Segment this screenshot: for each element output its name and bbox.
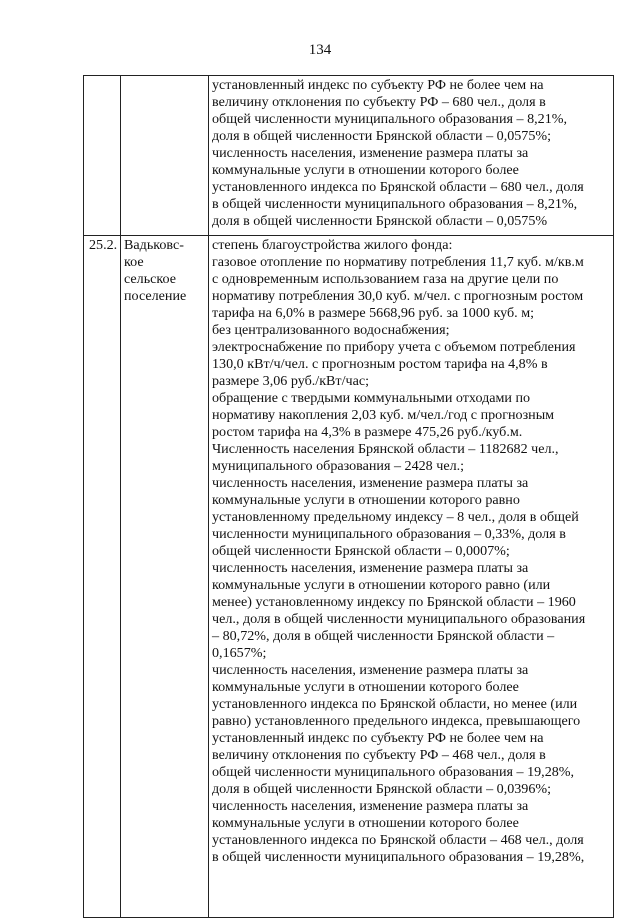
text-line: 0,1657%; bbox=[212, 645, 267, 661]
text-line: коммунальные услуги в отношении которого более bbox=[212, 162, 519, 178]
text-line: в общей численности муниципального образования – 8,21%, bbox=[212, 196, 578, 212]
description-cell bbox=[209, 236, 614, 918]
settlement-name-line: поселение bbox=[124, 288, 187, 304]
text-line: с одновременным использованием газа на другие цели по bbox=[212, 271, 559, 287]
text-line: доля в общей численности Брянской области – 0,0575%; bbox=[212, 128, 552, 144]
table-row-25-2 bbox=[84, 236, 614, 918]
table-row-continued bbox=[84, 76, 614, 236]
text-line: муниципального образования – 2428 чел.; bbox=[212, 458, 465, 474]
text-line: общей численности Брянской области – 0,0007%; bbox=[212, 543, 510, 559]
text-line: доля в общей численности Брянской области – 0,0396%; bbox=[212, 781, 552, 797]
text-line: численность населения, изменение размера платы за bbox=[212, 145, 529, 161]
text-line: установленному предельному индексу – 8 чел., доля в общей bbox=[212, 509, 579, 525]
text-line: установленного индекса по Брянской области – 680 чел., доля bbox=[212, 179, 584, 195]
text-line: численности муниципального образования – 0,33%, доля в bbox=[212, 526, 566, 542]
text-line: установленный индекс по субъекту РФ не более чем на bbox=[212, 77, 544, 93]
text-line: менее) установленному индексу по Брянской области – 1960 bbox=[212, 594, 576, 610]
settlement-name-line: Вадьковс- bbox=[124, 237, 184, 253]
text-line: численность населения, изменение размера платы за bbox=[212, 798, 529, 814]
text-line: Численность населения Брянской области – 1182682 чел., bbox=[212, 441, 559, 457]
row-number-cell: 25.2. bbox=[84, 236, 121, 918]
settlement-name-cell bbox=[121, 236, 209, 918]
text-line: установленного индекса по Брянской области, но менее (или bbox=[212, 696, 578, 712]
data-table bbox=[83, 75, 614, 918]
text-line: равно) установленного предельного индекса, превышающего bbox=[212, 713, 581, 729]
page-number: 134 bbox=[308, 42, 332, 58]
text-line: численность населения, изменение размера платы за bbox=[212, 662, 529, 678]
text-line: численность населения, изменение размера платы за bbox=[212, 475, 529, 491]
text-line: общей численности муниципального образования – 8,21%, bbox=[212, 111, 568, 127]
text-line: нормативу потребления 30,0 куб. м/чел. с прогнозным ростом bbox=[212, 288, 584, 304]
text-line: коммунальные услуги в отношении которого более bbox=[212, 815, 519, 831]
text-line: чел., доля в общей численности муниципального образования bbox=[212, 611, 586, 627]
text-line: без централизованного водоснабжения; bbox=[212, 322, 450, 338]
description-cell bbox=[209, 76, 614, 236]
text-line: тарифа на 6,0% в размере 5668,96 руб. за 1000 куб. м; bbox=[212, 305, 535, 321]
text-line: установленного индекса по Брянской области – 468 чел., доля bbox=[212, 832, 584, 848]
text-line: в общей численности муниципального образования – 19,28%, bbox=[212, 849, 585, 865]
text-line: нормативу накопления 2,03 куб. м/чел./год с прогнозным bbox=[212, 407, 555, 423]
text-line: установленный индекс по субъекту РФ не более чем на bbox=[212, 730, 544, 746]
row-number-cell bbox=[84, 76, 121, 236]
text-line: – 80,72%, доля в общей численности Брянской области – bbox=[212, 628, 555, 644]
text-line: величину отклонения по субъекту РФ – 680 чел., доля в bbox=[212, 94, 546, 110]
settlement-name-cell bbox=[121, 76, 209, 236]
text-line: электроснабжение по прибору учета с объемом потребления bbox=[212, 339, 576, 355]
settlement-name-line: сельское bbox=[124, 271, 177, 287]
text-line: 130,0 кВт/ч/чел. с прогнозным ростом тарифа на 4,8% в bbox=[212, 356, 548, 372]
text-line: коммунальные услуги в отношении которого равно (или bbox=[212, 577, 551, 593]
text-line: численность населения, изменение размера платы за bbox=[212, 560, 529, 576]
text-line: общей численности муниципального образования – 19,28%, bbox=[212, 764, 575, 780]
text-line: обращение с твердыми коммунальными отходами по bbox=[212, 390, 531, 406]
text-line: размере 3,06 руб./кВт/час; bbox=[212, 373, 370, 389]
text-line: доля в общей численности Брянской области – 0,0575% bbox=[212, 213, 548, 229]
text-line: коммунальные услуги в отношении которого равно bbox=[212, 492, 520, 508]
text-line: газовое отопление по нормативу потребления 11,7 куб. м/кв.м bbox=[212, 254, 584, 270]
text-line: ростом тарифа на 4,3% в размере 475,26 руб./куб.м. bbox=[212, 424, 523, 440]
text-line: коммунальные услуги в отношении которого более bbox=[212, 679, 519, 695]
text-line: величину отклонения по субъекту РФ – 468 чел., доля в bbox=[212, 747, 546, 763]
settlement-name-line: кое bbox=[124, 254, 144, 270]
text-line: степень благоустройства жилого фонда: bbox=[212, 237, 453, 253]
